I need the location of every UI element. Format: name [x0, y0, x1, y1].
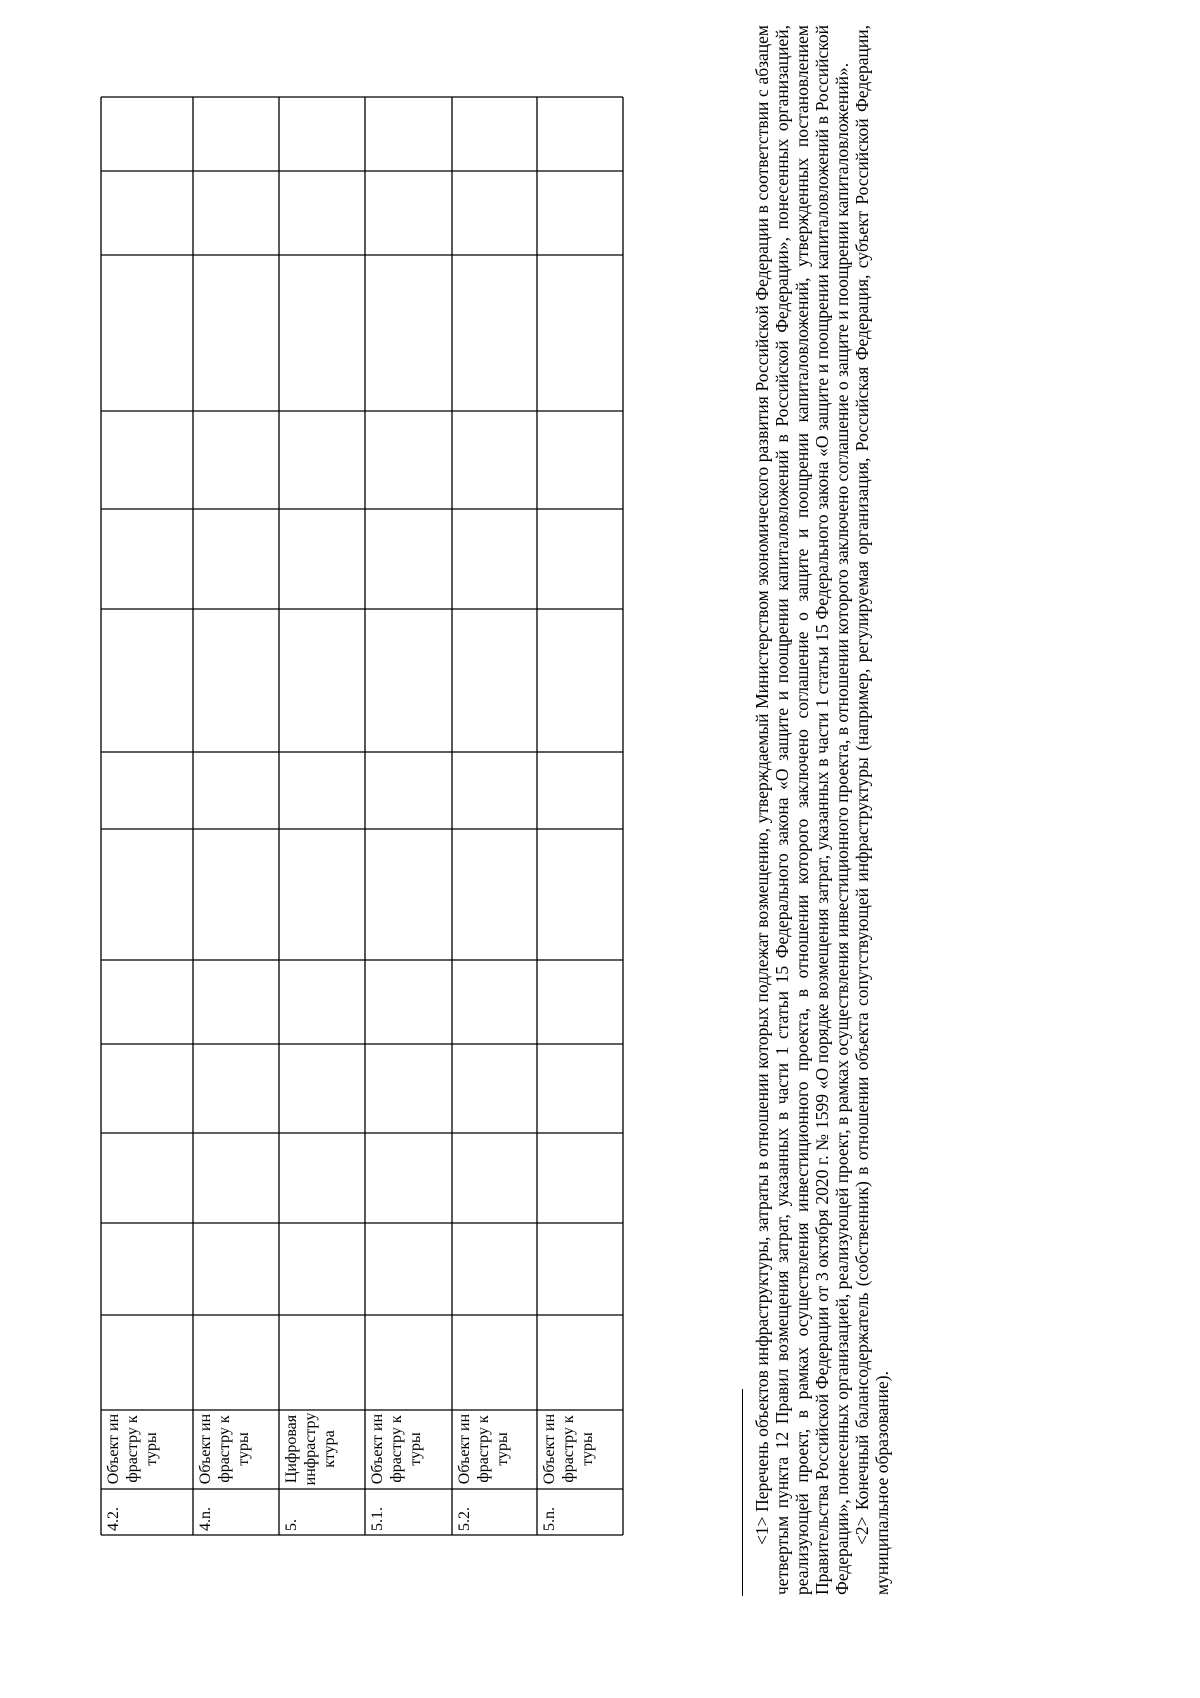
row-number: 4.2. [105, 1507, 122, 1531]
footnote-separator [742, 1389, 743, 1596]
row-object-name: Цифровая инфрастру ктура [283, 1412, 338, 1486]
row-number: 5.n. [541, 1507, 558, 1531]
row-object-name: Объект инфрастру ктуры [105, 1413, 160, 1485]
row-object-name: Объект инфрастру ктуры [541, 1413, 596, 1485]
row-object-name: Объект инфрастру ктуры [197, 1413, 252, 1485]
row-object-name: Объект инфрастру ктуры [456, 1413, 511, 1485]
row-number: 4.n. [197, 1507, 214, 1531]
row-number: 5. [283, 1519, 300, 1531]
row-number: 5.2. [456, 1507, 473, 1531]
row-object-name: Объект инфрастру ктуры [369, 1413, 424, 1485]
row-number: 5.1. [369, 1507, 386, 1531]
footnotes [752, 25, 892, 1595]
footnote-1: <1> Перечень объектов инфраструктуры, затраты в отношении которых подлежат возмещению, утверждаемый Министерством экономического развития Российской Федерации в соответствии с абзацем четвертым пункта 12 Правил возмещения затрат, указанных в части 1 статьи 15 Федерального закона «О защите и поощрении капиталовложений в Российской Федерации», понесенных организацией, реализующей проект, в рамках осуществления инвестиционного проекта, в отношении которого заключено соглашение о защите и поощрении капиталовложений, утвержденных постановлением Правительства Российской Федерации от 3 октября 2020 г. № 1599 «О порядке возмещения затрат, указанных в части 1 статьи 15 Федерального закона «О защите и поощрении капиталовложений в Российской Федерации», понесенных организацией, реализующей проект, в рамках осуществления инвестиционного проекта, в отношении которого заключено соглашение о защите и поощрении капиталовложений». [752, 25, 852, 1595]
footnote-2: <2> Конечный балансодержатель (собственник) в отношении объекта сопутствующей инфраструктуры (например, регулируемая организация, Российская Федерация, субъект Российской Федерации, муниципальное образование). [852, 25, 892, 1595]
